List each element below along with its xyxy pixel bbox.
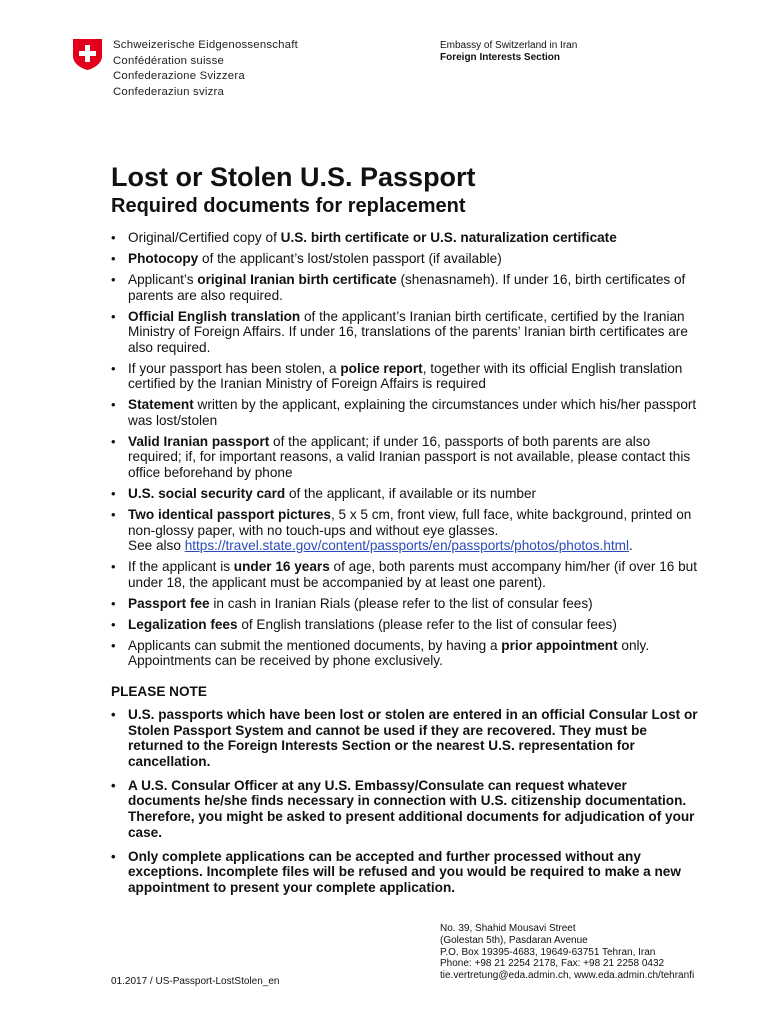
swiss-cross-horizontal bbox=[79, 51, 96, 56]
page-title: Lost or Stolen U.S. Passport bbox=[111, 162, 476, 192]
requirement-item bbox=[111, 617, 701, 633]
requirement-text: of the applicant, if available or its number bbox=[285, 486, 537, 502]
confederation-names bbox=[113, 38, 298, 100]
address-po-box: P.O. Box 19395-4683, 19649-63751 Tehran, Iran bbox=[440, 946, 656, 958]
requirement-emphasis: police report bbox=[340, 360, 423, 376]
note-item: • Only complete applications can be accepted and further processed without any exceptions. Incomplete files will be refused and you would be required to make a new appointment to present your complete application. bbox=[111, 849, 701, 896]
note-item: • U.S. passports which have been lost or stolen are entered in an official Consular Lost or Stolen Passport System and cannot be used if they are recovered. They must be returned to the Foreign Interests Section or the nearest U.S. representation for cancellation. bbox=[111, 707, 701, 769]
address-phone-fax: Phone: +98 21 2254 2178, Fax: +98 21 2258 0432 bbox=[440, 958, 665, 970]
requirement-text: , together with its official English translation certified by the Iranian Ministry of Foreign Affairs is required bbox=[128, 360, 683, 392]
requirement-text: (shenasnameh). If under 16, birth certificates of parents are also required. bbox=[128, 271, 686, 303]
requirement-item bbox=[111, 361, 701, 392]
embassy-header bbox=[440, 40, 577, 64]
address-area: (Golestan 5th), Pasdaran Avenue bbox=[440, 934, 588, 946]
note-item: • A U.S. Consular Officer at any U.S. Embassy/Consulate can request whatever documents he/she finds necessary in connection with U.S. citizenship documentation. Therefore, you might be asked to present additional documents for adjudication of your case. bbox=[111, 778, 701, 840]
requirement-text: . bbox=[629, 538, 633, 554]
address-street: No. 39, Shahid Mousavi Street bbox=[440, 923, 576, 934]
requirement-text: of the applicant’s Iranian birth certificate, certified by the Iranian Ministry of Foreign Affairs. If under 16, translations of the parents’ Iranian birth certificates are also required. bbox=[128, 308, 688, 355]
requirement-item bbox=[111, 309, 701, 356]
requirement-text: of the applicant’s lost/stolen passport (if available) bbox=[198, 250, 502, 266]
requirement-emphasis: U.S. birth certificate or U.S. naturalization certificate bbox=[280, 230, 617, 245]
requirement-emphasis: Valid Iranian passport bbox=[128, 433, 270, 449]
address-email-web: tie.vertretung@eda.admin.ch, www.eda.admin.ch/tehranfi bbox=[440, 970, 695, 982]
requirements-list bbox=[111, 230, 701, 674]
requirement-item bbox=[111, 559, 701, 590]
requirement-emphasis: under 16 years bbox=[233, 559, 330, 575]
requirement-text: , 5 x 5 cm, front view, full face, white background, printed on non-glossy paper, with no touch-ups and without eye glasses. bbox=[128, 507, 692, 538]
embassy-name: Embassy of Switzerland in Iran bbox=[440, 40, 578, 51]
requirement-text: of the applicant; if under 16, passports of both parents are also required; if, for important reasons, a valid Iranian passport is not available, please contact this office beforehand by phone bbox=[128, 433, 691, 481]
requirement-item bbox=[111, 251, 701, 267]
requirement-item bbox=[111, 230, 701, 246]
requirement-text: of English translations (please refer to the list of consular fees) bbox=[237, 616, 617, 632]
requirement-item bbox=[111, 434, 701, 481]
requirement-text: only. Appointments can be received by phone exclusively. bbox=[128, 637, 650, 669]
photo-requirements-link[interactable]: https://travel.state.gov/content/passports/en/passports/photos/photos.html bbox=[184, 538, 629, 554]
please-note-heading: PLEASE NOTE bbox=[111, 684, 207, 699]
requirement-text: of age, both parents must accompany him/her (if over 16 but under 18, the applicant must be accompanied by at least one parent). bbox=[128, 559, 697, 590]
requirement-text: If your passport has been stolen, a bbox=[128, 360, 341, 376]
requirement-item bbox=[111, 486, 701, 502]
page-subtitle: Required documents for replacement bbox=[111, 195, 466, 217]
requirement-emphasis: U.S. social security card bbox=[128, 486, 286, 502]
requirement-text: If the applicant is bbox=[128, 559, 234, 575]
requirement-item bbox=[111, 507, 701, 554]
confederation-name-it: Confederazione Svizzera bbox=[113, 70, 245, 82]
requirement-emphasis: Two identical passport pictures bbox=[128, 507, 331, 523]
requirement-text: Applicants can submit the mentioned documents, by having a bbox=[128, 637, 502, 653]
requirement-emphasis: original Iranian birth certificate bbox=[197, 271, 397, 287]
requirement-item bbox=[111, 397, 701, 428]
embassy-address bbox=[440, 923, 694, 982]
requirement-item bbox=[111, 596, 701, 612]
requirement-emphasis: Passport fee bbox=[128, 595, 210, 611]
requirement-text: written by the applicant, explaining the circumstances under which his/her passport was lost/stolen bbox=[128, 397, 697, 428]
swiss-flag-icon bbox=[73, 39, 102, 70]
requirement-text: See also bbox=[128, 538, 185, 554]
section-name: Foreign Interests Section bbox=[440, 52, 561, 63]
requirement-emphasis: Photocopy bbox=[128, 250, 199, 266]
requirement-text: Applicant’s bbox=[128, 271, 198, 287]
requirement-item bbox=[111, 272, 701, 303]
requirement-emphasis: Legalization fees bbox=[128, 616, 238, 632]
document-reference: 01.2017 / US-Passport-LostStolen_en bbox=[111, 976, 280, 987]
requirement-text: in cash in Iranian Rials (please refer to the list of consular fees) bbox=[209, 595, 593, 611]
requirement-item bbox=[111, 638, 701, 669]
requirement-emphasis: prior appointment bbox=[501, 637, 618, 653]
notes-list bbox=[111, 707, 701, 904]
confederation-name-rm: Confederaziun svizra bbox=[113, 85, 224, 98]
requirement-emphasis: Official English translation bbox=[128, 308, 301, 324]
requirement-emphasis: Statement bbox=[128, 397, 194, 413]
confederation-name-fr: Confédération suisse bbox=[113, 54, 225, 67]
requirement-text: Original/Certified copy of bbox=[128, 230, 281, 245]
confederation-name-de: Schweizerische Eidgenossenschaft bbox=[113, 39, 298, 51]
